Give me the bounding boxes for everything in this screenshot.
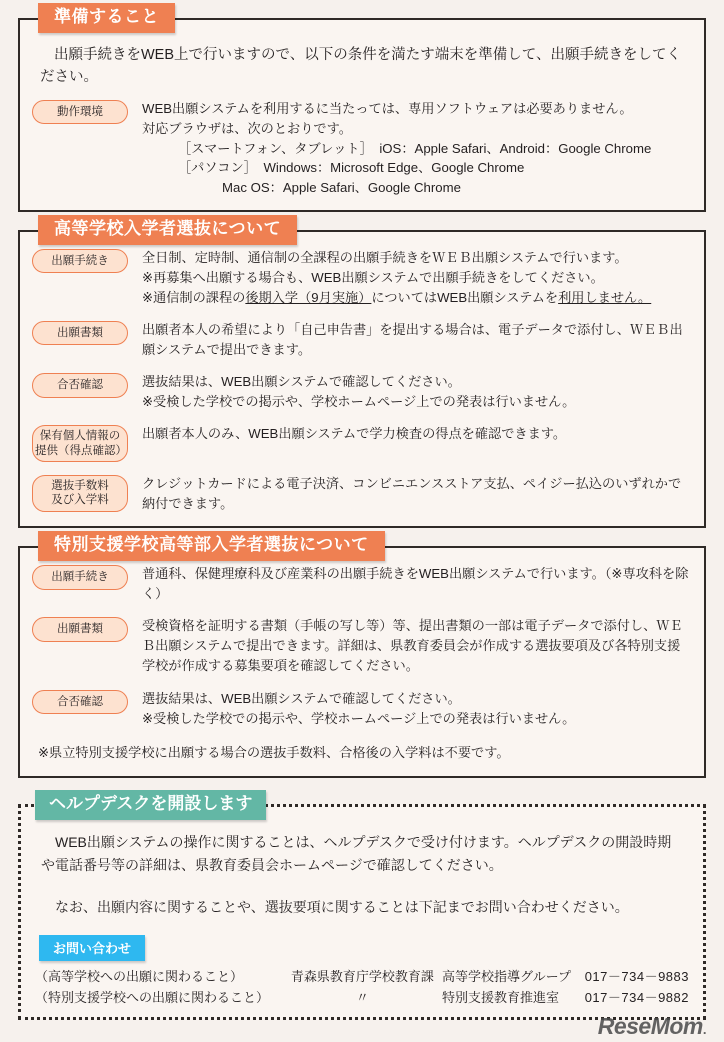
- hs-proc-line-3-mid: についてはWEB出願システムを: [371, 290, 559, 306]
- contact-department: 〃: [355, 989, 369, 1005]
- resemom-watermark: [598, 1013, 706, 1040]
- hs-personal-info-line-1: 出願者本人のみ、WEB出願システムで学力検査の得点を確認できます。: [142, 426, 567, 442]
- sn-documents-text: 受検資格を証明する書類（手帳の写し等）等、提出書類の一部は電子データで添付し、ＷＥＢ出願システムで提出できます。詳細は、県教育委員会が作成する選抜要項及び各特別支援学校が作成する募集要項を確認してください。: [142, 618, 683, 674]
- row-hs-application-documents: [32, 320, 692, 360]
- hs-result-line-2: ※受検した学校での掲示や、学校ホームページ上での発表は行いません。: [142, 394, 576, 410]
- label-sn-application-procedure: 出願手続き: [32, 565, 128, 589]
- section-highschool-admission: [18, 218, 706, 528]
- row-hs-personal-info-disclosure: [32, 424, 692, 462]
- section-prepare: [18, 7, 706, 212]
- hs-proc-underline-1: 後期入学（9月実施）: [245, 290, 372, 306]
- env-device-mac: Mac OS：Apple Safari、Google Chrome: [222, 180, 461, 196]
- label-sn-application-documents: 出願書類: [32, 617, 128, 641]
- sn-application-procedure-body: [142, 564, 692, 604]
- special-needs-fee-note: ※県立特別支援学校に出願する場合の選抜手数料、合格後の入学料は不要です。: [38, 744, 510, 760]
- hs-proc-underline-2: 利用しません。: [558, 290, 652, 306]
- row-sn-application-procedure: [32, 564, 692, 604]
- hs-fees-body: [142, 474, 692, 514]
- row-hs-fees: [32, 474, 692, 514]
- label-operating-environment: 動作環境: [32, 100, 128, 124]
- contact-department: 青森県教育庁学校教育課: [290, 968, 434, 984]
- hs-proc-line-3: [142, 288, 692, 308]
- hs-result-line-1: 選抜結果は、WEB出願システムで確認してください。: [142, 374, 461, 390]
- row-hs-result-check: [32, 372, 692, 412]
- contact-group: 高等学校指導グループ: [441, 968, 571, 984]
- prepare-intro-text: 出願手続きをWEB上で行いますので、以下の条件を満たす端末を準備して、出願手続きをしてください。: [40, 47, 681, 86]
- contact-badge: お問い合わせ: [39, 935, 145, 961]
- document-page: [0, 7, 724, 1042]
- env-line-1: WEB出願システムを利用するに当たっては、専用ソフトウェアは必要ありません。: [142, 100, 633, 116]
- contact-table: [35, 965, 689, 1007]
- hs-application-procedure-body: [142, 248, 692, 308]
- contact-subject: （特別支援学校への出願に関わること）: [35, 989, 270, 1005]
- sn-result-line-1: 選抜結果は、WEB出願システムで確認してください。: [142, 690, 461, 706]
- env-device-mobile: ［スマートフォン、タブレット］ iOS：Apple Safari、Android：Google Chrome: [178, 140, 652, 156]
- section-header-prepare: 準備すること: [38, 3, 175, 33]
- table-row: [35, 965, 689, 986]
- row-sn-result-check: [32, 689, 692, 729]
- row-hs-application-procedure: [32, 248, 692, 308]
- label-hs-result-check: 合否確認: [32, 373, 128, 397]
- table-row: [35, 986, 689, 1007]
- section-header-helpdesk: ヘルプデスクを開設します: [35, 790, 266, 820]
- label-hs-personal-info-disclosure: 保有個人情報の 提供（得点確認）: [32, 425, 128, 462]
- sn-result-line-2: ※受検した学校での掲示や、学校ホームページ上での発表は行いません。: [142, 710, 576, 726]
- label-hs-application-procedure: 出願手続き: [32, 249, 128, 273]
- hs-personal-info-body: [142, 424, 692, 444]
- hs-proc-line-3-pre: ※通信制の課程の: [142, 290, 246, 306]
- env-device-pc: ［パソコン］ Windows：Microsoft Edge、Google Chrome: [178, 160, 525, 176]
- watermark-suffix: .: [702, 1022, 706, 1037]
- label-hs-application-documents: 出願書類: [32, 321, 128, 345]
- contact-group: 特別支援教育推進室: [441, 989, 559, 1005]
- helpdesk-paragraph-2: なお、出願内容に関することや、選抜要項に関することは下記までお問い合わせください。: [55, 899, 629, 916]
- hs-proc-line-2: ※再募集へ出願する場合も、WEB出願システムで出願手続きをしてください。: [142, 269, 604, 285]
- sn-application-documents-body: [142, 616, 692, 676]
- contact-subject: （高等学校への出願に関わること）: [35, 968, 244, 984]
- row-operating-environment: [32, 99, 692, 198]
- env-line-2: 対応ブラウザは、次のとおりです。: [142, 120, 352, 136]
- label-hs-fees: 選抜手数料 及び入学料: [32, 475, 128, 512]
- hs-fees-text: クレジットカードによる電子決済、コンビニエンスストア支払、ペイジー払込のいずれかで納付できます。: [142, 476, 682, 512]
- row-sn-application-documents: [32, 616, 692, 676]
- section-header-special-needs: 特別支援学校高等部入学者選抜について: [38, 531, 385, 561]
- section-header-highschool: 高等学校入学者選抜について: [38, 215, 297, 245]
- label-sn-result-check: 合否確認: [32, 690, 128, 714]
- section-special-needs-admission: [18, 535, 706, 778]
- contact-telephone: 017－734－9883: [584, 968, 689, 984]
- hs-result-check-body: [142, 372, 692, 412]
- watermark-text: ReseMom: [597, 1013, 703, 1039]
- section-helpdesk: [18, 794, 706, 1019]
- sn-procedure-text: 普通科、保健理療科及び産業科の出願手続きをWEB出願システムで行います。（※専攻科を除く）: [142, 566, 689, 602]
- helpdesk-paragraph-1: WEB出願システムの操作に関することは、ヘルプデスクで受け付けます。ヘルプデスクの開設時期や電話番号等の詳細は、県教育委員会ホームページで確認してください。: [41, 834, 672, 873]
- sn-result-check-body: [142, 689, 692, 729]
- contact-telephone: 017－734－9882: [584, 989, 689, 1005]
- hs-proc-line-1: 全日制、定時制、通信制の全課程の出願手続きをＷＥＢ出願システムで行います。: [142, 249, 628, 265]
- hs-documents-text: 出願者本人の希望により「自己申告書」を提出する場合は、電子データで添付し、ＷＥＢ出願システムで提出できます。: [142, 322, 683, 358]
- operating-environment-body: [142, 99, 692, 198]
- hs-application-documents-body: [142, 320, 692, 360]
